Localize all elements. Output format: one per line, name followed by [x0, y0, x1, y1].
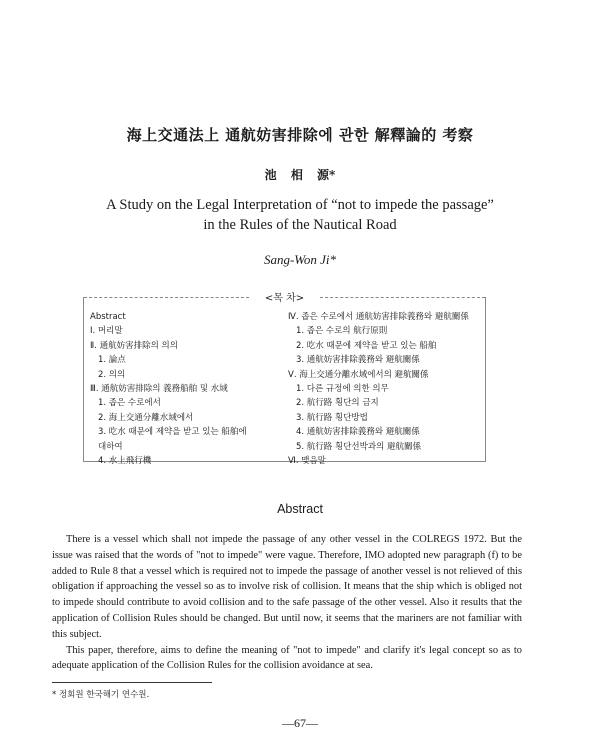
toc-item: Ⅴ. 海上交通分離水域에서의 避航關係 — [288, 369, 429, 380]
toc-item: Abstract — [90, 312, 126, 322]
toc-heading: <목 차> — [264, 293, 305, 304]
paper-title-english-line1: A Study on the Legal Interpretation of “not to impede the passage” — [106, 197, 494, 213]
toc-item: 4. 水上飛行機 — [98, 456, 152, 467]
author-name-english: Sang-Won Ji* — [263, 252, 337, 267]
abstract-paragraph: This paper, therefore, aims to define the meaning of "not to impede" and clarify it's legal concept so as to adequate application of the Collision Rules for the collision avoidance at sea. — [52, 644, 522, 672]
toc-item: 1. 좁은 수로의 航行原則 — [296, 326, 388, 337]
author-name-korean: 池 相 源* — [264, 168, 336, 182]
footnote-divider — [52, 682, 212, 683]
toc-item: 대하여 — [98, 441, 123, 452]
toc-item: Ⅱ. 通航妨害排除의 의의 — [90, 340, 178, 351]
toc-item: 1. 다른 규정에 의한 의무 — [296, 384, 389, 395]
toc-item: Ⅲ. 通航妨害排除의 義務船舶 및 水域 — [90, 384, 228, 395]
toc-item: 3. 吃水 때문에 제약을 받고 있는 船舶에 — [98, 427, 247, 438]
toc-item: 3. 通航妨害排除義務와 避航關係 — [296, 355, 420, 366]
toc-item: 2. 의의 — [98, 369, 126, 380]
toc-item: 2. 航行路 횡단의 금지 — [296, 398, 379, 409]
toc-item: Ⅰ. 머리말 — [90, 326, 123, 337]
toc-column-left — [90, 310, 286, 468]
toc-item: 1. 좁은 수로에서 — [98, 398, 161, 409]
abstract-paragraph: There is a vessel which shall not impede the passage of any other vessel in the COLREGS 1972. But the issue was raised that the words of "not to impede" were vague. Therefore, IMO adopted new paragraph (f) to be added to Rule 8 that a vessel which is required not to impede the passage of another vessel is not relieved of this obligation if approaching the vessel so as to involve risk of collision. It means that the ship which is obliged not to impede should contribute to avoid collision and to the safe passage of the other vessel. Also it results that the application of Collision Rules should be changed. But until now, it seems that the mariners are not familiar with this subject. — [52, 534, 522, 640]
paper-title-english-line2: in the Rules of the Nautical Road — [203, 217, 397, 233]
toc-item: 1. 論点 — [98, 355, 126, 366]
footnote: * 정회원 한국해기 연수원. — [52, 690, 150, 700]
abstract-body — [52, 532, 522, 674]
table-of-contents — [83, 293, 486, 467]
toc-item: 2. 吃水 때문에 제약을 받고 있는 船舶 — [296, 340, 437, 351]
paper-title-english — [60, 195, 540, 235]
paper-title-korean: 海上交通法上 通航妨害排除에 관한 解釋論的 考察 — [126, 126, 474, 144]
toc-item: Ⅳ. 좁은 수로에서 通航妨害排除義務와 避航關係 — [288, 312, 469, 322]
toc-item: 2. 海上交通分離水域에서 — [98, 412, 194, 423]
toc-item: 5. 航行路 횡단선박과의 避航關係 — [296, 441, 421, 452]
page-number: —67— — [282, 716, 318, 730]
toc-item: Ⅵ. 맺음말 — [288, 456, 326, 467]
abstract-heading: Abstract — [277, 502, 323, 516]
toc-item: 3. 航行路 횡단방법 — [296, 412, 368, 423]
toc-item: 4. 通航妨害排除義務와 避航關係 — [296, 427, 420, 438]
toc-column-right — [288, 310, 486, 468]
